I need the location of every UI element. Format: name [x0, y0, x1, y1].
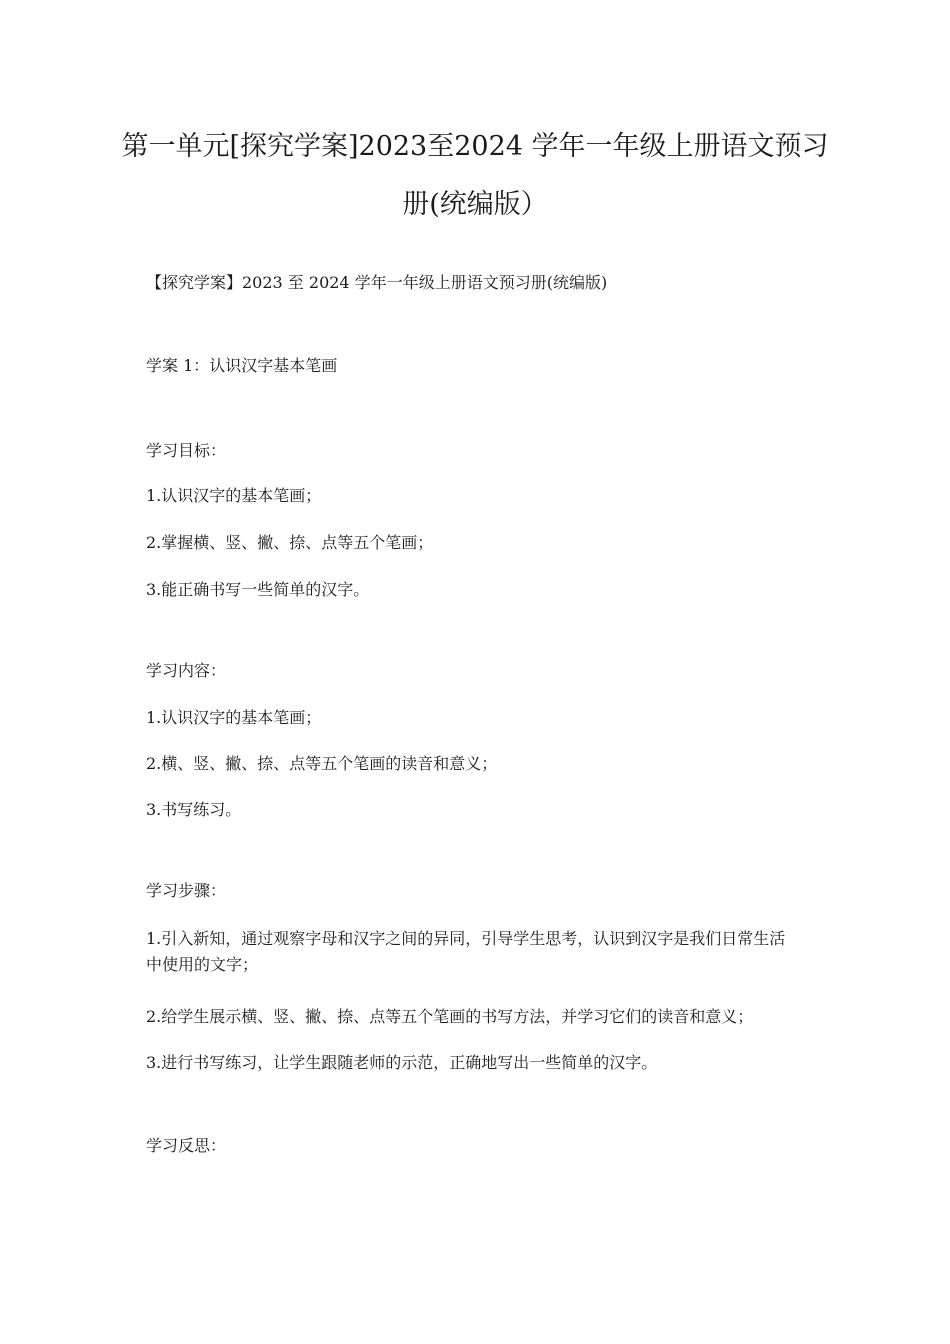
objectives-heading: 学习目标：: [146, 441, 227, 460]
content-item: 1.认识汉字的基本笔画；: [146, 708, 322, 727]
objective-item: 1.认识汉字的基本笔画；: [146, 486, 322, 505]
document-title: 第一单元[探究学案]2023至2024 学年一年级上册语文预习册(统编版）: [121, 131, 829, 220]
content-heading: 学习内容：: [146, 661, 227, 680]
step-item: 1.引入新知，通过观察字母和汉字之间的异同，引导学生思考，认识到汉字是我们日常生活中使用的文字；: [146, 929, 786, 974]
step-item: 3.进行书写练习，让学生跟随老师的示范，正确地写出一些简单的汉字。: [146, 1053, 658, 1072]
lesson-heading: 学案 1：认识汉字基本笔画: [146, 356, 338, 375]
objective-item: 3.能正确书写一些简单的汉字。: [146, 580, 370, 599]
document-subtitle: 【探究学案】2023 至 2024 学年一年级上册语文预习册(统编版): [146, 273, 608, 292]
step-item: 2.给学生展示横、竖、撇、捺、点等五个笔画的书写方法，并学习它们的读音和意义；: [146, 1007, 754, 1026]
content-item: 3.书写练习。: [146, 800, 242, 819]
content-item: 2.横、竖、撇、捺、点等五个笔画的读音和意义；: [146, 754, 498, 773]
reflection-heading: 学习反思：: [146, 1136, 227, 1155]
steps-heading: 学习步骤：: [146, 881, 227, 900]
objective-item: 2.掌握横、竖、撇、捺、点等五个笔画；: [146, 533, 434, 552]
